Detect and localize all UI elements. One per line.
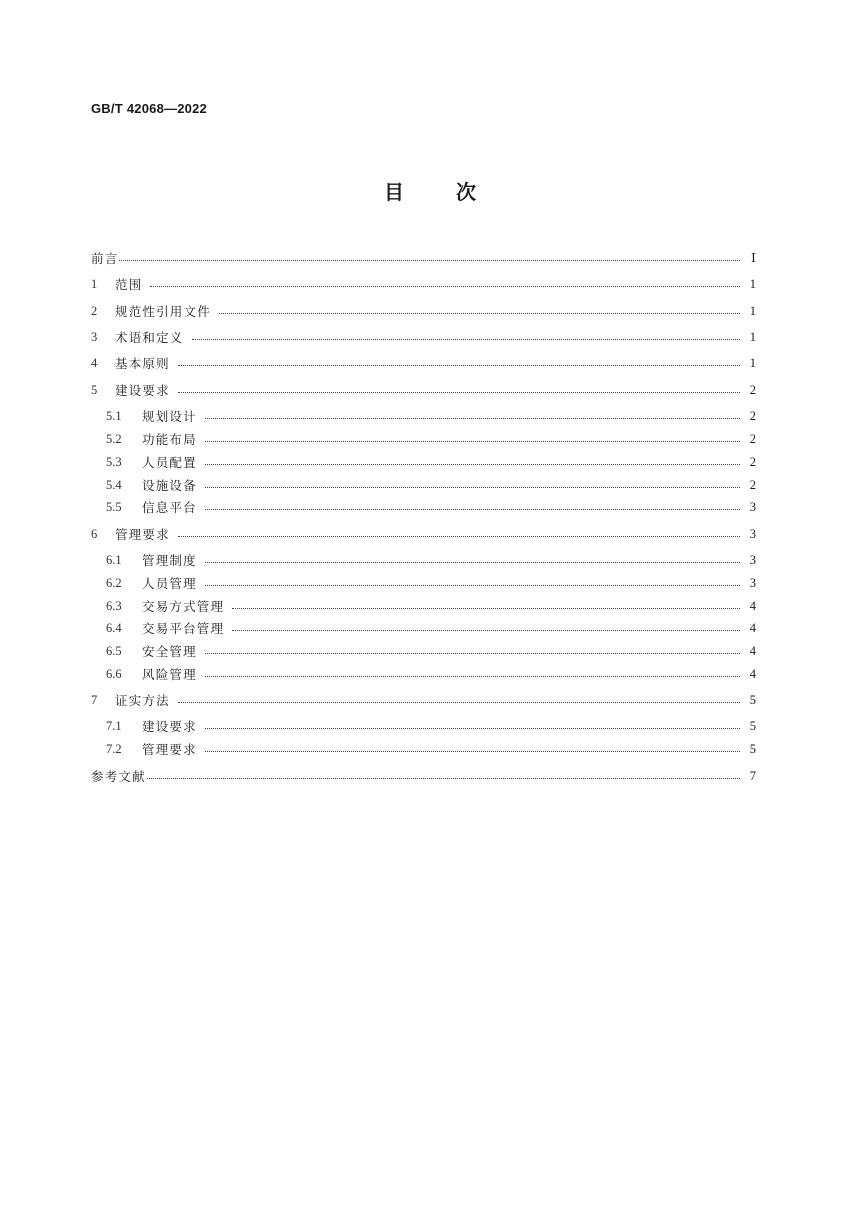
toc-entry-number: 5.4 [106, 477, 122, 492]
toc-entry[interactable] [91, 301, 756, 321]
toc-entry[interactable] [106, 429, 756, 449]
toc-entry-number: 5.5 [106, 499, 122, 514]
toc-entry-number: 7 [91, 692, 98, 707]
toc-entry[interactable] [106, 596, 756, 616]
toc-entry-number: 6 [91, 526, 98, 541]
toc-entry[interactable] [91, 766, 756, 786]
toc-entry[interactable] [106, 573, 756, 593]
page-title-char-2: 次 [456, 180, 476, 204]
toc-entry-title: 功能布局 [142, 432, 197, 447]
toc-entry-number: 6.1 [106, 552, 122, 567]
toc-entry[interactable] [106, 452, 756, 472]
page-title [0, 176, 860, 205]
toc-entry[interactable] [106, 739, 756, 759]
toc-dot-leader [178, 536, 740, 537]
toc-entry-page: 2 [749, 382, 756, 397]
toc-entry-number: 2 [91, 303, 98, 318]
toc-dot-leader [178, 365, 740, 366]
toc-entry-page: 2 [749, 408, 756, 423]
toc-entry-page: 1 [749, 303, 756, 318]
toc-entry-page: 1 [749, 355, 756, 370]
toc-entry-page: 4 [749, 620, 756, 635]
toc-entry-title: 交易方式管理 [142, 599, 225, 614]
toc-dot-leader [192, 339, 740, 340]
toc-entry-page: 4 [749, 666, 756, 681]
toc-entry-title: 证实方法 [115, 693, 170, 708]
toc-entry-number: 6.2 [106, 575, 122, 590]
toc-entry-page: 4 [749, 598, 756, 613]
standard-prefix: GB/T [91, 101, 123, 116]
toc-dot-leader [150, 286, 740, 287]
toc-entry-number: 5 [91, 382, 98, 397]
toc-entry-number: 4 [91, 355, 98, 370]
toc-entry-title: 管理要求 [142, 742, 197, 757]
toc-dot-leader [147, 778, 740, 779]
standard-number [91, 101, 207, 116]
toc-entry-page: 7 [749, 768, 756, 783]
toc-dot-leader [232, 630, 740, 631]
toc-entry-page: 1 [749, 276, 756, 291]
toc-dot-leader [205, 418, 740, 419]
toc-dot-leader [219, 313, 740, 314]
toc-dot-leader [205, 464, 740, 465]
toc-entry-number: 7.1 [106, 718, 122, 733]
toc-entry-title: 管理要求 [115, 527, 170, 542]
toc-entry-number: 5.2 [106, 431, 122, 446]
toc-entry-page: 4 [749, 643, 756, 658]
toc-entry-title: 术语和定义 [115, 330, 184, 345]
toc-entry[interactable] [106, 406, 756, 426]
toc-entry-page: 5 [749, 692, 756, 707]
toc-entry[interactable] [91, 274, 756, 294]
toc-entry-title: 参考文献 [91, 769, 146, 784]
toc-entry-title: 设施设备 [142, 478, 197, 493]
toc-dot-leader [205, 585, 740, 586]
toc-entry-title: 管理制度 [142, 553, 197, 568]
toc-entry-number: 6.3 [106, 598, 122, 613]
toc-dot-leader [205, 562, 740, 563]
toc-dot-leader [205, 487, 740, 488]
toc-dot-leader [119, 260, 740, 261]
toc-entry[interactable] [91, 327, 756, 347]
toc-entry-page: 3 [749, 526, 756, 541]
toc-entry[interactable] [106, 475, 756, 495]
toc-entry-page: 3 [749, 575, 756, 590]
toc-entry-number: 6.6 [106, 666, 122, 681]
toc-entry[interactable] [106, 550, 756, 570]
toc-entry-title: 人员配置 [142, 455, 197, 470]
toc-entry-title: 信息平台 [142, 500, 197, 515]
toc-entry-number: 6.4 [106, 620, 122, 635]
toc-entry-page: 2 [749, 454, 756, 469]
toc-entry-page: 3 [749, 552, 756, 567]
toc-entry-title: 规划设计 [142, 409, 197, 424]
toc-entry-number: 5.1 [106, 408, 122, 423]
toc-entry-page: 5 [749, 741, 756, 756]
toc-entry[interactable] [106, 618, 756, 638]
toc-entry-title: 基本原则 [115, 356, 170, 371]
toc-entry[interactable] [91, 380, 756, 400]
toc-dot-leader [205, 441, 740, 442]
toc-entry-title: 建设要求 [142, 719, 197, 734]
toc-dot-leader [205, 653, 740, 654]
toc-entry-title: 规范性引用文件 [115, 304, 211, 319]
toc-dot-leader [232, 608, 740, 609]
toc-dot-leader [205, 728, 740, 729]
toc-entry[interactable] [91, 248, 756, 268]
toc-entry[interactable] [106, 641, 756, 661]
toc-entry[interactable] [91, 353, 756, 373]
toc-dot-leader [205, 751, 740, 752]
toc-entry[interactable] [106, 716, 756, 736]
toc-entry-page: 2 [749, 431, 756, 446]
toc-entry-number: 7.2 [106, 741, 122, 756]
toc-entry-page: 3 [749, 499, 756, 514]
toc-dot-leader [178, 392, 740, 393]
toc-entry-number: 5.3 [106, 454, 122, 469]
toc-entry-page: 5 [749, 718, 756, 733]
toc-entry[interactable] [91, 524, 756, 544]
toc-entry-page: 2 [749, 477, 756, 492]
toc-dot-leader [205, 676, 740, 677]
page-title-char-1: 目 [384, 180, 404, 204]
toc-entry-title: 前言 [91, 251, 119, 266]
standard-code: 42068—2022 [126, 101, 207, 116]
toc-entry-title: 建设要求 [115, 383, 170, 398]
toc-dot-leader [178, 702, 740, 703]
toc-entry[interactable] [106, 497, 756, 517]
toc-entry-number: 6.5 [106, 643, 122, 658]
toc-entry-title: 范围 [115, 277, 143, 292]
toc-entry-title: 交易平台管理 [142, 621, 225, 636]
toc-entry-number: 3 [91, 329, 98, 344]
toc-entry[interactable] [106, 664, 756, 684]
toc-entry-number: 1 [91, 276, 98, 291]
toc-entry-page: Ⅰ [751, 251, 756, 265]
toc-entry-page: 1 [749, 329, 756, 344]
toc-entry-title: 安全管理 [142, 644, 197, 659]
toc-dot-leader [205, 509, 740, 510]
toc-entry-title: 人员管理 [142, 576, 197, 591]
toc-entry[interactable] [91, 690, 756, 710]
toc-entry-title: 风险管理 [142, 667, 197, 682]
